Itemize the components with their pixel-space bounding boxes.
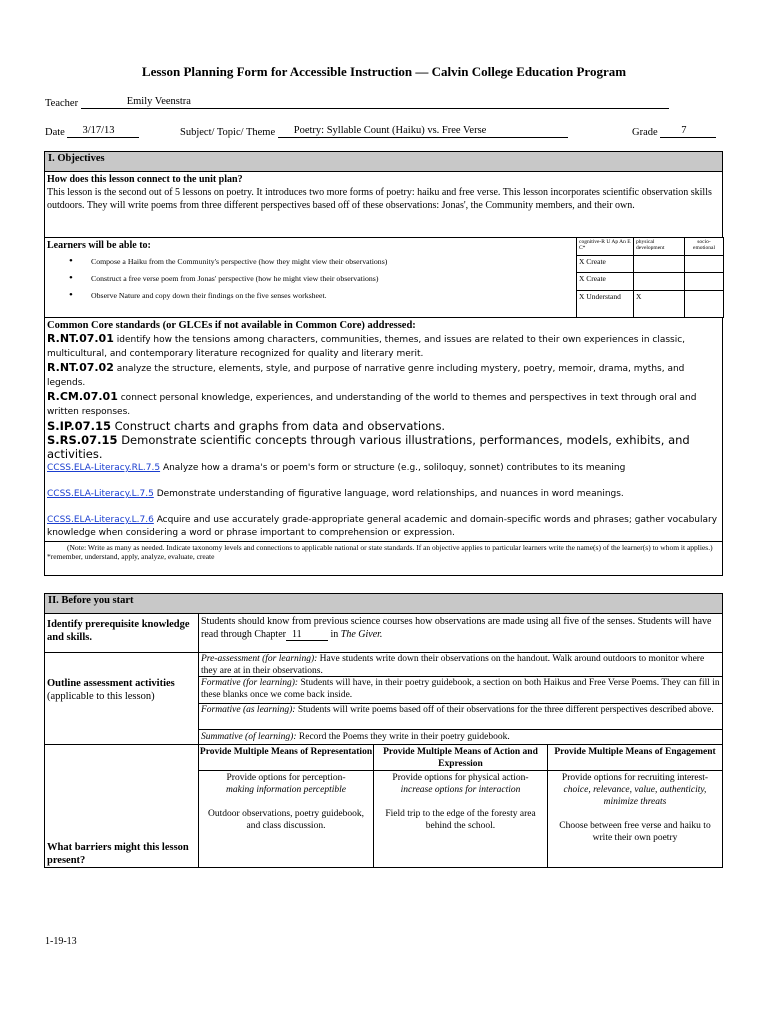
cognitive-cell: X Create bbox=[577, 273, 634, 290]
learners-box bbox=[44, 237, 577, 318]
udl-detail: Field trip to the edge of the foresty area behind the school. bbox=[385, 809, 536, 831]
chapter-value: 11 bbox=[291, 629, 302, 640]
standard-code: R.NT.07.01 bbox=[47, 332, 114, 345]
assess-sub: (applicable to this lesson) bbox=[47, 691, 155, 702]
subject-field[interactable] bbox=[278, 125, 568, 138]
teacher-value: Emily Veenstra bbox=[126, 96, 191, 107]
col-physical: physical development bbox=[634, 238, 685, 256]
udl-lead: Provide options for physical action- bbox=[392, 773, 529, 783]
assessment-row bbox=[198, 703, 723, 730]
note-text: (Note: Write as many as needed. Indicate taxonomy levels and connections to applicable national or state standards. If an objective applies to particular learners write the name(s) of the learner(s) to whom it applies.) bbox=[67, 543, 713, 552]
before-header: II. Before you start bbox=[44, 593, 723, 614]
date-label: Date bbox=[45, 127, 65, 138]
ccss-link[interactable]: CCSS.ELA-Literacy.L.7.6 bbox=[47, 515, 154, 525]
standard-code: R.CM.07.01 bbox=[47, 390, 118, 403]
barriers-label: What barriers might this lesson present? bbox=[47, 842, 189, 866]
unit-connection-box bbox=[44, 171, 723, 238]
udl-head-engagement: Provide Multiple Means of Engagement bbox=[547, 744, 723, 771]
udl-cell-engagement bbox=[547, 770, 723, 868]
ccss-standard bbox=[47, 462, 720, 475]
date-value: 3/17/13 bbox=[82, 125, 115, 136]
standard-code: S.IP.07.15 bbox=[47, 419, 111, 433]
physical-cell bbox=[634, 273, 685, 290]
standard-text: Demonstrate scientific concepts through various illustrations, performances, models, exhibits, and activities. bbox=[47, 433, 690, 461]
subject-label: Subject/ Topic/ Theme bbox=[180, 127, 276, 138]
date-label-wrap bbox=[45, 125, 139, 138]
prereq-text-in: in bbox=[330, 629, 339, 640]
barriers-label-cell bbox=[44, 744, 199, 868]
assessment-text: Record the Poems they write in their poetry guidebook. bbox=[298, 732, 510, 742]
objectives-header: I. Objectives bbox=[44, 151, 723, 172]
ccss-text: Demonstrate understanding of figurative language, word relationships, and nuances in word meanings. bbox=[156, 489, 624, 499]
objective-item: • Observe Nature and copy down their findings on the five senses worksheet. bbox=[45, 289, 576, 306]
standard-text: identify how the tensions among characters, communities, themes, and issues are related to their own experiences in classic, multicultural, and contemporary literature recognized for quality and literary merit. bbox=[47, 335, 686, 359]
assess-label: Outline assessment activities bbox=[47, 678, 175, 689]
prereq-label-cell bbox=[44, 613, 199, 653]
physical-cell: X bbox=[634, 290, 685, 317]
udl-ital: increase options for interaction bbox=[400, 785, 521, 795]
grade-value: 7 bbox=[681, 125, 687, 136]
teacher-label: Teacher bbox=[45, 98, 79, 109]
prereq-label: Identify prerequisite knowledge and skills. bbox=[47, 619, 190, 643]
assess-label-cell bbox=[44, 652, 199, 745]
standard-text: connect personal knowledge, experiences, and understanding of the world to themes and perspectives in text through oral and written responses. bbox=[47, 393, 697, 417]
objective-item: • Compose a Haiku from the Community's perspective (how they might view their observations) bbox=[45, 255, 576, 272]
assessment-type: Summative (of learning): bbox=[201, 732, 297, 742]
cognitive-cell: X Create bbox=[577, 256, 634, 273]
col-cognitive: cognitive-R U Ap An E C* bbox=[577, 238, 634, 256]
assessment-row bbox=[198, 652, 723, 677]
objective-list bbox=[45, 255, 576, 306]
glce-standard bbox=[47, 419, 720, 433]
standard-code: R.NT.07.02 bbox=[47, 361, 114, 374]
glce-standard bbox=[47, 361, 720, 390]
ccss-text: Analyze how a drama's or poem's form or structure (e.g., soliloquy, sonnet) contributes to its meaning bbox=[162, 463, 626, 473]
standard-code: S.RS.07.15 bbox=[47, 433, 118, 447]
assessment-row bbox=[198, 729, 723, 745]
ccss-text: Acquire and use accurately grade-appropriate general academic and domain-specific words and phrases; gather vocabulary knowledge when considering a word or phrase important to comprehension or expression. bbox=[47, 515, 718, 538]
assessment-type: Formative (as learning): bbox=[201, 705, 296, 715]
udl-head-representation: Provide Multiple Means of Representation bbox=[198, 744, 374, 771]
glce-standard bbox=[47, 332, 720, 361]
physical-cell bbox=[634, 256, 685, 273]
page-title: Lesson Planning Form for Accessible Instruction — Calvin College Education Program bbox=[141, 64, 627, 79]
udl-detail: Outdoor observations, poetry guidebook, and class discussion. bbox=[208, 809, 364, 831]
socio-cell bbox=[685, 273, 724, 290]
standard-text: analyze the structure, elements, style, and purpose of narrative genre including mystery, poetry, memoir, drama, myths, and legends. bbox=[47, 364, 685, 388]
subject-row bbox=[180, 125, 568, 138]
standards-header: Common Core standards (or GLCEs if not available in Common Core) addressed: bbox=[47, 320, 416, 331]
assessment-text: Students will write poems based off of their observations for the three different perspectives described above. bbox=[297, 705, 714, 715]
standard-text: Construct charts and graphs from data and observations. bbox=[114, 419, 446, 433]
assessment-type: Pre-assessment (for learning): bbox=[201, 654, 318, 664]
udl-ital: choice, relevance, value, authenticity, minimize threats bbox=[563, 785, 707, 807]
prereq-text: Students should know from previous science courses how observations are made using all five of the senses. Students will have read through Chapter bbox=[201, 616, 712, 640]
teacher-row bbox=[45, 96, 669, 109]
cognitive-cell: X Understand bbox=[577, 290, 634, 317]
assessment-type: Formative (for learning): bbox=[201, 678, 299, 688]
grade-field[interactable] bbox=[660, 125, 716, 138]
teacher-field[interactable] bbox=[81, 96, 669, 109]
unit-connection-text: This lesson is the second out of 5 lessons on poetry. It introduces two more forms of poetry: haiku and free verse. This lesson incorporates scientific observation skills outdoors. They will write poems from three different perspectives based off of these observations: Jonas', the Community members, and their own. bbox=[47, 187, 712, 211]
udl-cell-action bbox=[373, 770, 548, 868]
note-box bbox=[44, 541, 723, 576]
chapter-field bbox=[286, 629, 316, 641]
taxonomy-table bbox=[576, 237, 724, 318]
grade-label: Grade bbox=[632, 127, 658, 138]
udl-lead: Provide options for recruiting interest- bbox=[561, 773, 709, 783]
learners-label: Learners will be able to: bbox=[47, 240, 151, 251]
socio-cell bbox=[685, 290, 724, 317]
ccss-link[interactable]: CCSS.ELA-Literacy.L.7.5 bbox=[47, 489, 154, 499]
prereq-text-cell bbox=[198, 613, 723, 653]
glce-standard bbox=[47, 433, 720, 461]
udl-lead: Provide options for perception- bbox=[226, 773, 346, 783]
udl-ital: making information perceptible bbox=[226, 785, 346, 795]
standards-box bbox=[44, 317, 723, 542]
chapter-underline bbox=[316, 629, 328, 641]
book-title: The Giver. bbox=[340, 629, 383, 640]
ccss-standard bbox=[47, 488, 720, 501]
date-field[interactable] bbox=[67, 125, 139, 138]
unit-connection-question: How does this lesson connect to the unit plan? bbox=[47, 174, 243, 185]
assessment-text: Students will have, in their poetry guidebook, a section on both Haikus and Free Verse Poems. They can fill in these blanks once we come back inside. bbox=[201, 678, 720, 700]
glce-standard bbox=[47, 390, 720, 419]
grade-row bbox=[632, 125, 716, 138]
footnote-text: *remember, understand, apply, analyze, evaluate, create bbox=[47, 552, 215, 561]
col-socio: socio-emotional bbox=[685, 238, 724, 256]
ccss-link[interactable]: CCSS.ELA-Literacy.RL.7.5 bbox=[47, 463, 161, 473]
udl-detail: Choose between free verse and haiku to write their own poetry bbox=[559, 821, 711, 843]
page-footer-date: 1-19-13 bbox=[45, 936, 77, 947]
assessment-row bbox=[198, 676, 723, 704]
ccss-standard bbox=[47, 514, 720, 540]
udl-cell-representation bbox=[198, 770, 374, 868]
assessment-text: Have students write down their observations on the handout. Walk around outdoors to monitor where they are at in their observations. bbox=[201, 654, 705, 676]
udl-head-action: Provide Multiple Means of Action and Expression bbox=[373, 744, 548, 771]
objective-item: • Construct a free verse poem from Jonas' perspective (how he might view their observations) bbox=[45, 272, 576, 289]
subject-value: Poetry: Syllable Count (Haiku) vs. Free Verse bbox=[293, 125, 487, 136]
socio-cell bbox=[685, 256, 724, 273]
